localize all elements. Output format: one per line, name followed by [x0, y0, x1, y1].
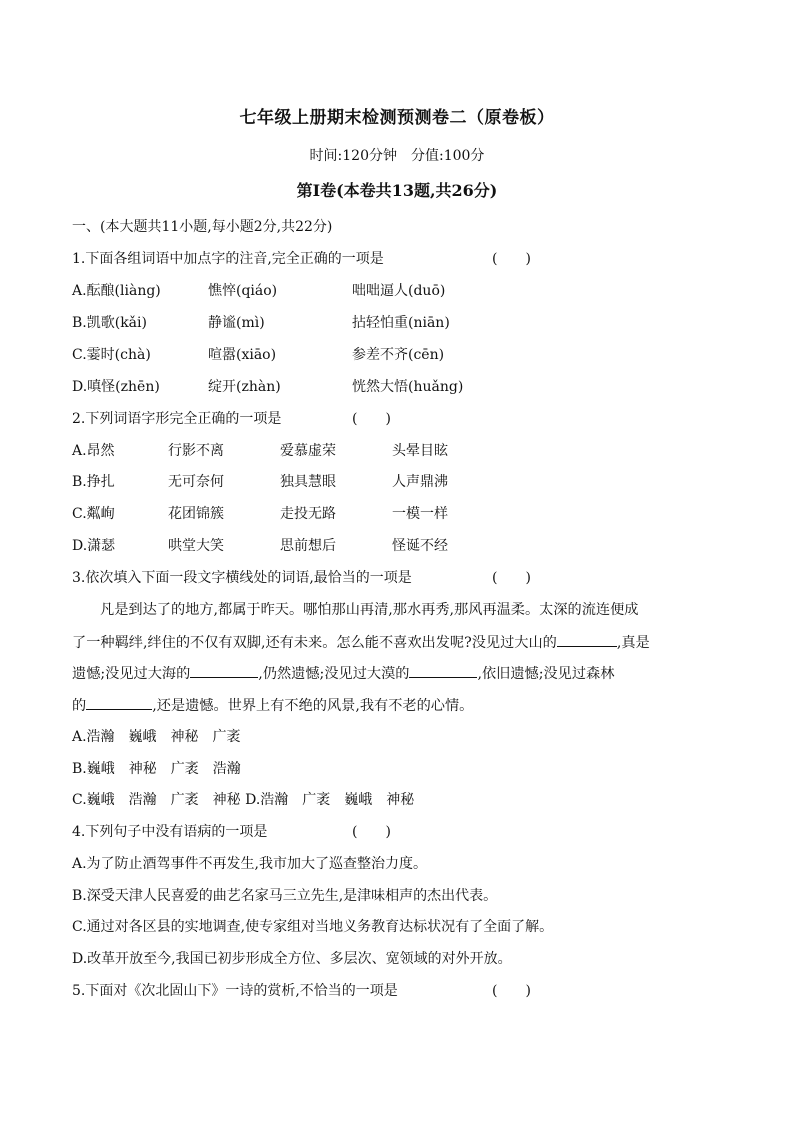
page-title: 七年级上册期末检测预测卷二（原卷板） — [239, 108, 555, 128]
q1-d-1: D.嗔怪(zhēn) — [72, 379, 160, 395]
q1-c-3: 参差不齐(cēn) — [352, 347, 445, 363]
q3-stem: 3.依次填入下面一段文字横线处的词语,最恰当的一项是 — [72, 570, 412, 586]
q5-answer-paren: ( ) — [492, 983, 531, 999]
q3-blank-4 — [86, 695, 152, 710]
q1-answer-paren: ( ) — [492, 251, 531, 267]
section-one-heading: 一、(本大题共11小题,每小题2分,共22分) — [72, 219, 333, 235]
q3-blank-1 — [557, 632, 617, 647]
q1-b-1: B.凯歌(kǎi) — [72, 315, 147, 331]
q2-d-1: D.潇瑟 — [72, 538, 116, 554]
q2-c-2: 花团锦簇 — [168, 506, 224, 522]
q3-p2-tail: ,真是 — [616, 635, 650, 651]
q2-d-3: 思前想后 — [280, 538, 336, 554]
q3-option-cd: C.巍峨 浩瀚 广袤 神秘 D.浩瀚 广袤 巍峨 神秘 — [72, 792, 415, 808]
q3-blank-2 — [190, 663, 258, 678]
q2-c-1: C.粼峋 — [72, 506, 115, 522]
q1-a-3: 咄咄逼人(duō) — [352, 283, 446, 299]
q1-b-3: 拈轻怕重(niān) — [352, 315, 450, 331]
q3-option-b: B.巍峨 神秘 广袤 浩瀚 — [72, 761, 241, 777]
q2-b-4: 人声鼎沸 — [392, 474, 448, 490]
q2-answer-paren: ( ) — [352, 411, 391, 427]
q2-c-4: 一模一样 — [392, 506, 448, 522]
q1-d-2: 绽开(zhàn) — [208, 379, 281, 395]
q3-passage-line-3 — [72, 663, 722, 684]
q3-passage-line-1: 凡是到达了的地方,都属于昨天。哪怕那山再清,那水再秀,那风再温柔。太深的流连便成 — [100, 602, 639, 618]
q3-p4-b: ,还是遗憾。世界上有不绝的风景,我有不老的心情。 — [152, 698, 474, 714]
q3-option-a: A.浩瀚 巍峨 神秘 广袤 — [72, 729, 241, 745]
q1-a-1: A.酝酿(liàng) — [72, 283, 161, 299]
q1-d-3: 恍然大悟(huǎng) — [352, 379, 464, 395]
q2-b-3: 独具慧眼 — [280, 474, 336, 490]
q2-d-2: 哄堂大笑 — [168, 538, 224, 554]
q3-p2-text: 了一种羁绊,绊住的不仅有双脚,还有未来。怎么能不喜欢出发呢?没见过大山的 — [72, 635, 557, 651]
q2-a-2: 行影不离 — [168, 443, 224, 459]
part-heading: 第Ⅰ卷(本卷共13题,共26分) — [296, 181, 498, 200]
q3-passage-line-4 — [72, 695, 722, 716]
q4-option-d: D.改革开放至今,我国已初步形成全方位、多层次、宽领域的对外开放。 — [72, 951, 512, 967]
q3-p3-a: 遗憾;没见过大海的 — [72, 666, 191, 682]
q2-d-4: 怪诞不经 — [392, 538, 448, 554]
q1-b-2: 静谧(mì) — [208, 315, 265, 331]
q2-a-3: 爱慕虚荣 — [280, 443, 336, 459]
q2-c-3: 走投无路 — [280, 506, 336, 522]
q2-a-4: 头晕目眩 — [392, 443, 448, 459]
q3-p3-c: ,依旧遗憾;没见过森林 — [477, 666, 615, 682]
q3-p4-a: 的 — [72, 698, 87, 714]
q2-stem: 2.下列词语字形完全正确的一项是 — [72, 411, 282, 427]
q4-option-a: A.为了防止酒驾事件不再发生,我市加大了巡查整治力度。 — [72, 856, 428, 872]
q1-stem: 1.下面各组词语中加点字的注音,完全正确的一项是 — [72, 251, 384, 267]
q3-p3-b: ,仍然遗憾;没见过大漠的 — [258, 666, 410, 682]
q4-stem: 4.下列句子中没有语病的一项是 — [72, 824, 268, 840]
q3-answer-paren: ( ) — [492, 570, 531, 586]
q2-b-1: B.挣扎 — [72, 474, 115, 490]
q4-answer-paren: ( ) — [352, 824, 391, 840]
q4-option-b: B.深受天津人民喜爱的曲艺名家马三立先生,是津味相声的杰出代表。 — [72, 888, 498, 904]
time-score-info: 时间:120分钟 分值:100分 — [309, 148, 485, 164]
q2-b-2: 无可奈何 — [168, 474, 224, 490]
q1-a-2: 憔悴(qiáo) — [208, 283, 278, 299]
q1-c-1: C.霎时(chà) — [72, 347, 151, 363]
q5-stem: 5.下面对《次北固山下》一诗的赏析,不恰当的一项是 — [72, 983, 398, 999]
q2-a-1: A.昂然 — [72, 443, 115, 459]
q4-option-c: C.通过对各区县的实地调查,使专家组对当地义务教育达标状况有了全面了解。 — [72, 919, 554, 935]
q3-passage-line-2 — [72, 632, 722, 653]
q3-blank-3 — [409, 663, 477, 678]
q1-c-2: 喧嚣(xiāo) — [208, 347, 277, 363]
